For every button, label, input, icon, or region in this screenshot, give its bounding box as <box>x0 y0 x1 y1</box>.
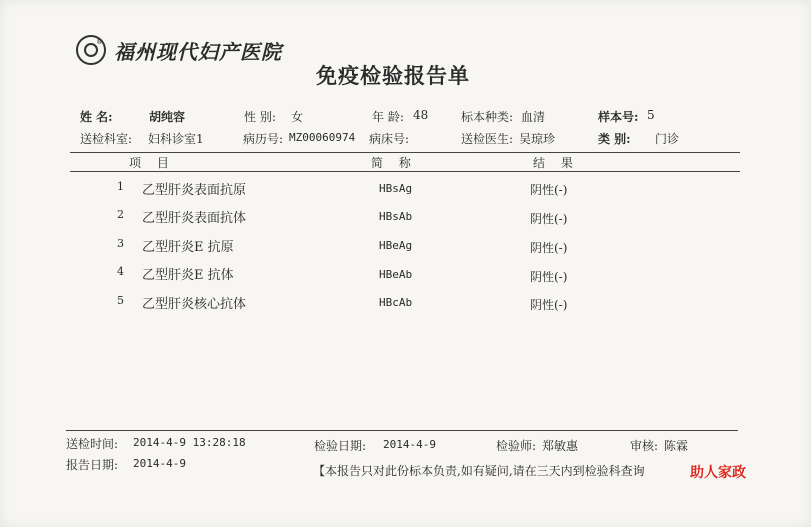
tester-label: 检验师: <box>496 439 537 453</box>
row-abbr: HBsAg <box>379 182 413 195</box>
report-title: 免疫检验报告单 <box>316 63 470 88</box>
disclaimer-note: 【本报告只对此份标本负责,如有疑问,请在三天内到检验科查询 <box>313 464 645 478</box>
table-top-rule <box>70 152 740 153</box>
row-index: 5 <box>117 294 124 307</box>
tester-value: 郑敏惠 <box>542 439 579 453</box>
doctor-label: 送检医生: <box>461 132 514 146</box>
row-abbr: HBeAb <box>379 268 413 281</box>
watermark-text: 助人家政 <box>690 465 746 481</box>
report-date-label: 报告日期: <box>66 458 119 472</box>
dept-label: 送检科室: <box>80 132 133 146</box>
header-result: 结 果 <box>533 156 579 170</box>
row-result: 阴性(-) <box>530 212 568 226</box>
specimen-type-label: 标本种类: <box>461 110 514 124</box>
record-label: 病历号: <box>243 132 284 146</box>
reviewer-value: 陈霖 <box>664 439 689 453</box>
row-item: 乙型肝炎核心抗体 <box>142 297 247 312</box>
test-date-value: 2014-4-9 <box>383 438 436 451</box>
reviewer-label: 审核: <box>630 439 659 453</box>
row-abbr: HBsAb <box>379 210 413 223</box>
doctor-value: 吴琼珍 <box>519 132 556 146</box>
header-item: 项 目 <box>129 156 175 170</box>
gender-value: 女 <box>291 110 304 124</box>
row-abbr: HBeAg <box>379 239 413 252</box>
specimen-type-value: 血清 <box>521 110 546 124</box>
age-value: 48 <box>413 108 429 122</box>
hospital-name: 福州现代妇产医院 <box>114 39 282 64</box>
send-time-value: 2014-4-9 13:28:18 <box>133 436 246 449</box>
registered-mark: ® <box>96 38 103 46</box>
record-value: MZ00060974 <box>289 131 356 144</box>
category-label: 类 别: <box>598 132 631 146</box>
test-date-label: 检验日期: <box>314 439 367 453</box>
name-value: 胡纯容 <box>149 110 186 124</box>
report-date-value: 2014-4-9 <box>133 457 186 470</box>
row-item: 乙型肝炎表面抗体 <box>142 211 247 226</box>
footer-rule <box>66 430 738 431</box>
sample-no-label: 样本号: <box>598 110 639 124</box>
row-result: 阴性(-) <box>530 298 568 312</box>
age-label: 年 龄: <box>372 110 404 124</box>
table-header-rule <box>70 171 740 172</box>
bed-label: 病床号: <box>369 132 410 146</box>
hospital-logo <box>76 35 282 65</box>
row-item: 乙型肝炎E 抗体 <box>142 268 234 283</box>
dept-value: 妇科诊室1 <box>148 132 204 146</box>
row-index: 3 <box>117 237 124 250</box>
row-result: 阴性(-) <box>530 183 568 197</box>
row-result: 阴性(-) <box>530 241 568 255</box>
row-index: 2 <box>117 208 124 221</box>
gender-label: 性 别: <box>244 110 276 124</box>
category-value: 门诊 <box>655 132 680 146</box>
row-index: 4 <box>117 265 124 278</box>
header-abbr: 简 称 <box>371 156 417 170</box>
send-time-label: 送检时间: <box>66 437 119 451</box>
row-abbr: HBcAb <box>379 296 413 309</box>
row-result: 阴性(-) <box>530 270 568 284</box>
row-index: 1 <box>117 180 124 193</box>
sample-no-value: 5 <box>647 108 655 122</box>
row-item: 乙型肝炎表面抗原 <box>142 183 247 198</box>
row-item: 乙型肝炎E 抗原 <box>142 240 234 255</box>
name-label: 姓 名: <box>80 110 113 124</box>
